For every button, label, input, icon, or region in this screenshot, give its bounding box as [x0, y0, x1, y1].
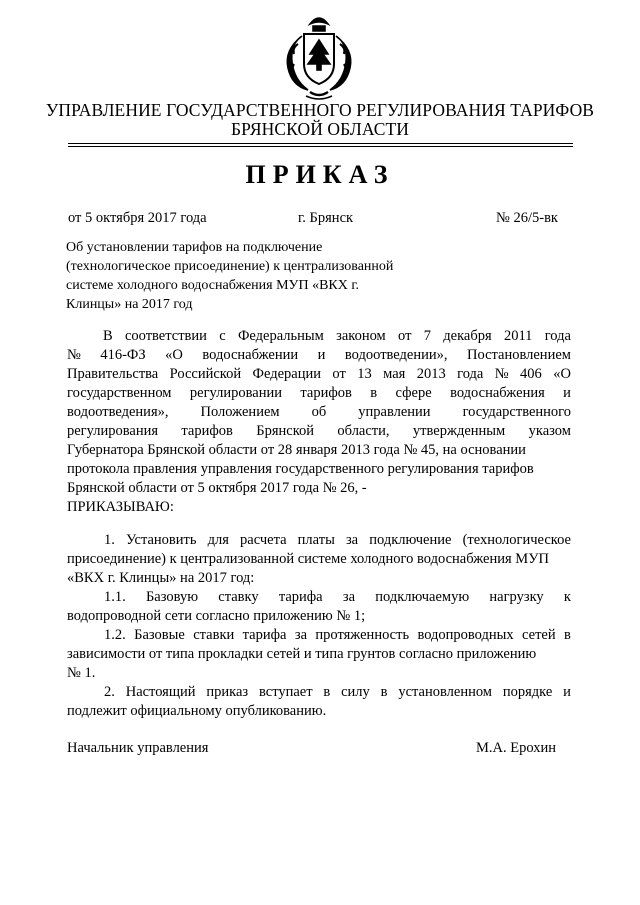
word: подключение: [369, 532, 452, 548]
word: государственном: [67, 385, 172, 401]
item-1-2-line: № 1.: [67, 665, 96, 681]
word: за: [294, 627, 308, 643]
word: вступает: [259, 684, 313, 700]
word: 416-ФЗ: [100, 347, 146, 363]
item-2-line: [104, 684, 571, 701]
word: Брянской: [256, 423, 315, 439]
word: в: [564, 627, 571, 643]
word: законом: [336, 328, 386, 344]
item-1-1-line: [104, 589, 571, 606]
word: подключаемую: [375, 589, 470, 605]
order-subject: [66, 238, 426, 314]
word: 1.1.: [104, 589, 126, 605]
word: для: [207, 532, 229, 548]
item-1-line: «ВКХ г. Клинцы» на 2017 год:: [67, 570, 255, 586]
word: в: [380, 684, 388, 700]
preamble-line: Губернатора Брянской области от 28 января 2013 года № 45, на основании: [67, 442, 526, 458]
word: приказ: [206, 684, 249, 700]
preamble-line: [67, 423, 571, 440]
preamble-line: [67, 366, 571, 383]
order-city: г. Брянск: [298, 210, 354, 226]
word: В: [103, 328, 113, 344]
preamble-line: [67, 404, 571, 421]
item-1-2-line: [104, 627, 571, 644]
subject-line: Клинцы» на 2017 год: [66, 297, 193, 312]
word: и: [563, 684, 571, 700]
order-number: № 26/5-вк: [496, 210, 558, 226]
organization-name: УПРАВЛЕНИЕ ГОСУДАРСТВЕННОГО РЕГУЛИРОВАНИЯ ТАРИФОВ: [45, 100, 595, 120]
word: и: [317, 347, 326, 363]
word: Базовые: [134, 627, 185, 643]
word: в: [323, 684, 331, 700]
word: декабря: [443, 328, 492, 344]
word: силу: [341, 684, 370, 700]
word: тарифа: [278, 589, 323, 605]
item-1-line: [104, 532, 571, 549]
order-date: от 5 октября 2017 года: [68, 210, 207, 226]
word: 13: [357, 366, 372, 382]
header-divider: [68, 143, 573, 144]
word: тарифа: [242, 627, 287, 643]
item-1-1-line: водопроводной сети согласно приложению № 1;: [67, 608, 366, 624]
item-2-line: подлежит официальному опубликованию.: [67, 703, 327, 719]
word: Настоящий: [125, 684, 196, 700]
word: Постановлением: [467, 347, 571, 363]
word: сетей: [522, 627, 556, 643]
word: протяженность: [315, 627, 410, 643]
word: 1.: [104, 532, 115, 548]
word: «О: [165, 347, 183, 363]
word: водоотведении»,: [344, 347, 448, 363]
preamble-line: Брянской области от 5 октября 2017 года № 26, -: [67, 480, 367, 496]
word: расчета: [240, 532, 287, 548]
word: платы: [297, 532, 335, 548]
organization-region: БРЯНСКОЙ ОБЛАСТИ: [230, 119, 410, 139]
word: тарифов: [300, 385, 352, 401]
word: регулирования: [67, 423, 159, 439]
signatory-name: М.А. Ерохин: [476, 740, 557, 756]
word: сфере: [395, 385, 432, 401]
word: соответствии: [124, 328, 207, 344]
word: указом: [528, 423, 571, 439]
word: 7: [423, 328, 431, 344]
preamble-line: [67, 347, 571, 364]
word: государственного: [462, 404, 571, 420]
word: от: [332, 366, 346, 382]
preamble-line: [67, 385, 571, 402]
word: Правительства: [67, 366, 159, 382]
preamble-line: протокола правления управления государственного регулирования тарифов: [67, 461, 534, 477]
word: Базовую: [145, 589, 199, 605]
word: №: [67, 347, 81, 363]
word: утвержденным: [412, 423, 506, 439]
word: с: [219, 328, 226, 344]
word: 2011: [503, 328, 533, 344]
word: к: [563, 589, 571, 605]
word: управлении: [358, 404, 431, 420]
decree-word: ПРИКАЗЫВАЮ:: [67, 499, 174, 515]
word: 406: [520, 366, 542, 382]
word: Положением: [200, 404, 280, 420]
item-1-line: присоединение) к централизованной системе холодного водоснабжения МУП: [67, 551, 549, 567]
coat-of-arms-emblem: [280, 14, 358, 102]
header-divider-thin: [68, 146, 573, 147]
word: ставки: [193, 627, 235, 643]
word: №: [494, 366, 509, 382]
word: ставку: [218, 589, 259, 605]
word: от: [398, 328, 412, 344]
word: об: [311, 404, 327, 420]
word: Российской: [169, 366, 242, 382]
word: области,: [337, 423, 390, 439]
word: водоснабжения: [450, 385, 545, 401]
word: установленном: [398, 684, 492, 700]
preamble-line: [103, 328, 571, 345]
word: «О: [553, 366, 571, 382]
word: года: [457, 366, 484, 382]
word: нагрузку: [489, 589, 544, 605]
item-1-2-line: зависимости от типа прокладки сетей и типа грунтов согласно приложению: [67, 646, 537, 662]
word: 1.2.: [104, 627, 126, 643]
word: года: [544, 328, 571, 344]
word: Федеральным: [237, 328, 324, 344]
signatory-position: Начальник управления: [67, 740, 209, 756]
word: и: [563, 385, 571, 401]
word: порядке: [502, 684, 553, 700]
subject-line: (технологическое присоединение) к централизованной: [66, 259, 394, 274]
word: водопроводных: [417, 627, 514, 643]
word: в: [370, 385, 378, 401]
word: регулировании: [189, 385, 283, 401]
word: водоотведения»,: [67, 404, 169, 420]
subject-line: Об установлении тарифов на подключение: [66, 240, 323, 255]
word: тарифов: [181, 423, 233, 439]
document-title: ПРИКАЗ: [245, 160, 395, 189]
word: водоснабжении: [202, 347, 299, 363]
word: 2013: [416, 366, 446, 382]
word: Федерации: [252, 366, 322, 382]
word: 2.: [104, 684, 115, 700]
word: мая: [383, 366, 406, 382]
word: (технологическое: [462, 532, 571, 548]
word: за: [345, 532, 359, 548]
word: за: [342, 589, 356, 605]
word: Установить: [126, 532, 197, 548]
subject-line: системе холодного водоснабжения МУП «ВКХ г.: [66, 278, 360, 293]
